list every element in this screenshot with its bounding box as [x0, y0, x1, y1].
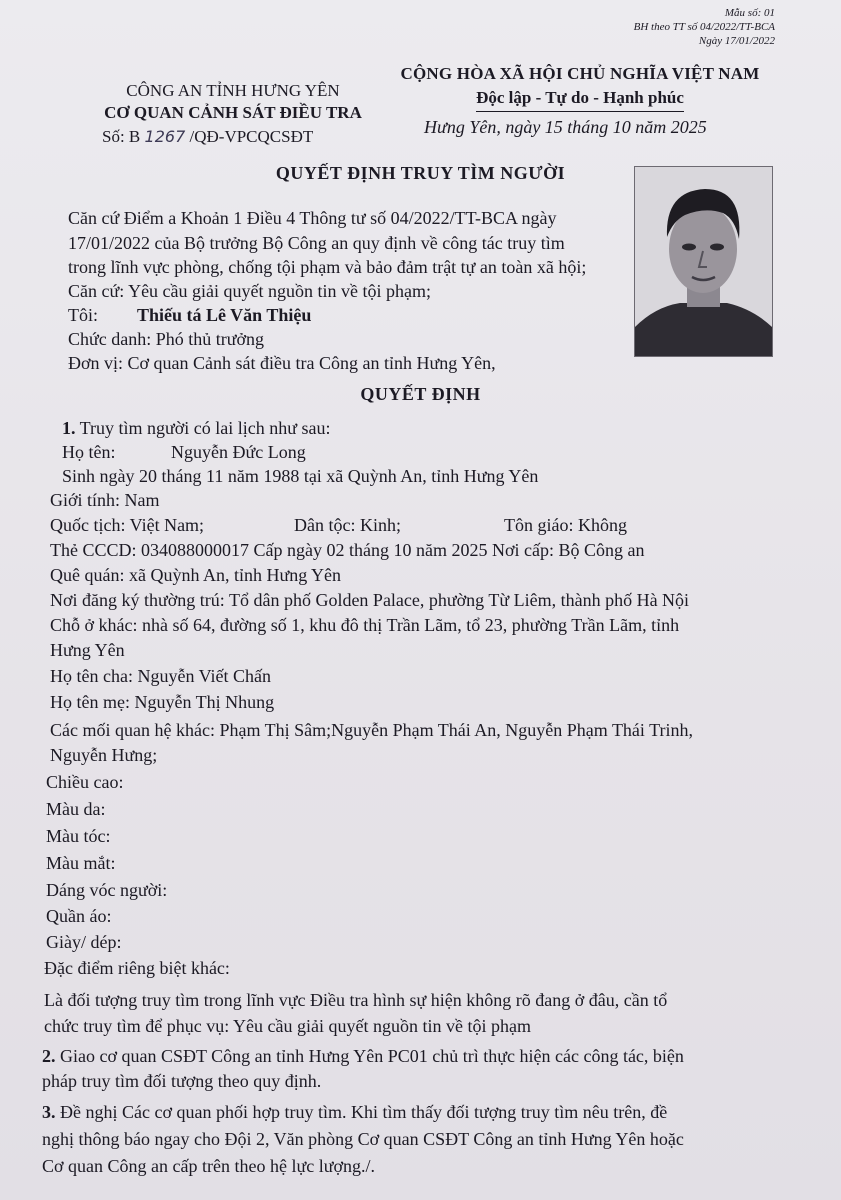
religion: Tôn giáo: Không [504, 515, 627, 535]
portrait-image [635, 167, 772, 356]
basis-line-1: Căn cứ Điểm a Khoản 1 Điều 4 Thông tư số 04/2022/TT-BCA ngày [68, 208, 557, 228]
other-address-line-1: Chỗ ở khác: nhà số 64, đường số 1, khu đô thị Trần Lãm, tổ 23, phường Trần Lãm, tỉnh [50, 615, 680, 635]
clause-3-line-3: Cơ quan Công an cấp trên theo hệ lực lượng./. [42, 1156, 375, 1176]
form-number: Mẫu số: 01 [724, 7, 775, 19]
doc-no-suffix: /QĐ-VPCQCSĐT [189, 127, 314, 146]
form-meta [575, 6, 775, 48]
mother-name: Họ tên mẹ: Nguyễn Thị Nhung [50, 692, 275, 712]
clause-2-line-2: pháp truy tìm đối tượng theo quy định. [42, 1071, 322, 1091]
basis-line-2: 17/01/2022 của Bộ trưởng Bộ Công an quy định về công tác truy tìm [68, 233, 565, 253]
clause-3-line-2: nghị thông báo ngay cho Đội 2, Văn phòng Cơ quan CSĐT Công an tỉnh Hưng Yên hoặc [42, 1129, 684, 1149]
eye-color: Màu mắt: [46, 853, 116, 873]
relations-line-1: Các mối quan hệ khác: Phạm Thị Sâm;Nguyễn Phạm Thái An, Nguyễn Phạm Thái Trinh, [50, 720, 693, 740]
suspect-photo [634, 166, 773, 357]
form-issued-by: BH theo TT số 04/2022/TT-BCA [633, 21, 775, 33]
national-header [380, 62, 780, 112]
clause-2-line-1 [42, 1046, 684, 1067]
id-card: Thẻ CCCD: 034088000017 Cấp ngày 02 tháng 10 năm 2025 Nơi cấp: Bộ Công an [50, 540, 645, 560]
nationality: Quốc tịch: Việt Nam; [50, 515, 205, 535]
document-number [102, 127, 313, 147]
clause-1-number: 1. [62, 418, 76, 438]
skin-color: Màu da: [46, 799, 106, 819]
clause-2-text: Giao cơ quan CSĐT Công an tỉnh Hưng Yên PC01 chủ trì thực hiện các công tác, biện [55, 1046, 684, 1066]
form-issued-date: Ngày 17/01/2022 [698, 35, 775, 47]
name-label: Họ tên: [62, 442, 116, 462]
name-value: Nguyễn Đức Long [171, 442, 306, 462]
clause-3-line-1 [42, 1102, 667, 1123]
distinctive-features: Đặc điểm riêng biệt khác: [44, 958, 230, 978]
place-date: Hưng Yên, ngày 15 tháng 10 năm 2025 [424, 117, 707, 137]
clause-1-intro [62, 418, 331, 439]
gender: Giới tính: Nam [50, 490, 160, 510]
clause-2-number: 2. [42, 1046, 56, 1066]
decision-heading: QUYẾT ĐỊNH [360, 384, 481, 404]
reason-line-2: chức truy tìm để phục vụ: Yêu cầu giải quyết nguồn tin về tội phạm [44, 1016, 531, 1036]
reason-line-1: Là đối tượng truy tìm trong lĩnh vực Điều tra hình sự hiện không rõ đang ở đâu, cần tổ [44, 990, 668, 1010]
hair-color: Màu tóc: [46, 826, 111, 846]
officer-unit: Đơn vị: Cơ quan Cảnh sát điều tra Công an tỉnh Hưng Yên, [68, 353, 496, 373]
basis-line-4: Căn cứ: Yêu cầu giải quyết nguồn tin về tội phạm; [68, 281, 432, 301]
issuing-agency-block [68, 80, 398, 124]
relations-line-2: Nguyễn Hưng; [50, 745, 158, 765]
republic-name: CỘNG HÒA XÃ HỘI CHỦ NGHĨA VIỆT NAM [400, 64, 760, 83]
agency-name: CÔNG AN TỈNH HƯNG YÊN [126, 81, 340, 100]
height: Chiều cao: [46, 772, 124, 792]
basis-line-3: trong lĩnh vực phòng, chống tội phạm và bảo đảm trật tự an toàn xã hội; [68, 257, 587, 277]
shoes: Giày/ dép: [46, 932, 122, 952]
permanent-residence: Nơi đăng ký thường trú: Tổ dân phố Golden Palace, phường Từ Liêm, thành phố Hà Nội [50, 590, 690, 610]
officer-label: Tôi: [68, 305, 98, 325]
doc-no-handwritten: 1267 [144, 127, 186, 146]
hometown: Quê quán: xã Quỳnh An, tỉnh Hưng Yên [50, 565, 342, 585]
clause-3-number: 3. [42, 1102, 56, 1122]
doc-no-prefix: Số: B [102, 127, 141, 146]
other-address-line-2: Hưng Yên [50, 640, 125, 660]
birth-info: Sinh ngày 20 tháng 11 năm 1988 tại xã Quỳnh An, tỉnh Hưng Yên [62, 466, 539, 486]
national-motto: Độc lập - Tự do - Hạnh phúc [476, 86, 684, 112]
document-title: QUYẾT ĐỊNH TRUY TÌM NGƯỜI [275, 163, 566, 183]
clause-3-text: Đề nghị Các cơ quan phối hợp truy tìm. Khi tìm thấy đối tượng truy tìm nêu trên, đề [55, 1102, 668, 1122]
ethnicity: Dân tộc: Kinh; [294, 515, 401, 535]
division-name: CƠ QUAN CẢNH SÁT ĐIỀU TRA [104, 103, 362, 122]
officer-position: Chức danh: Phó thủ trưởng [68, 329, 265, 349]
father-name: Họ tên cha: Nguyễn Viết Chấn [50, 666, 272, 686]
clause-1-text: Truy tìm người có lai lịch như sau: [75, 418, 331, 438]
clothes: Quần áo: [46, 906, 112, 926]
officer-name: Thiếu tá Lê Văn Thiệu [137, 305, 312, 325]
build: Dáng vóc người: [46, 880, 168, 900]
